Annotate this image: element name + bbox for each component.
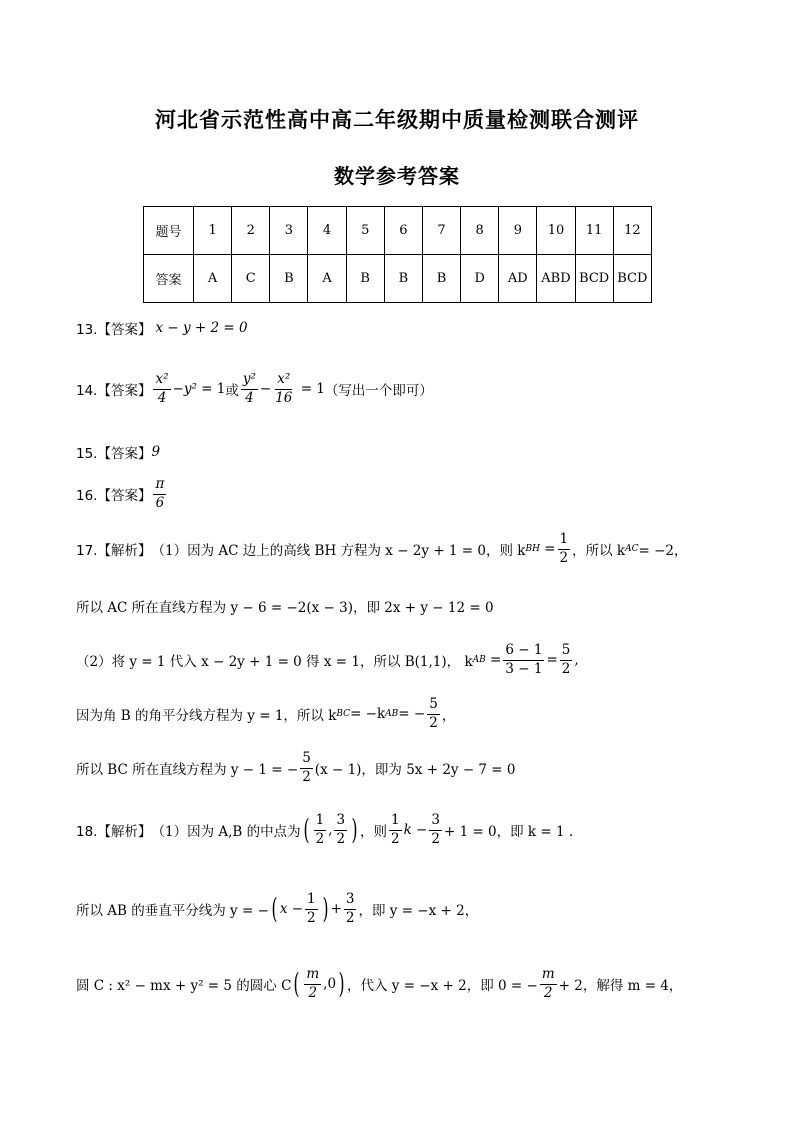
table-cell: 7: [422, 207, 460, 255]
solution-text: 所以 BC 所在直线方程为 y − 1 = −: [76, 762, 299, 778]
solution-text: = −k: [350, 706, 386, 722]
fraction: $\frac{\text{x²}}{4}$: [155, 371, 169, 406]
or-text: 或: [225, 383, 239, 399]
fraction: $\frac{m}{2}$: [541, 966, 555, 1001]
document-title: 河北省示范性高中高二年级期中质量检测联合测评: [155, 108, 639, 132]
solution-17-line-2: [76, 596, 494, 616]
fraction: $\frac{1}{2}$: [307, 891, 316, 926]
answer-16: [76, 478, 168, 510]
solution-text: （1）因为 A,B 的中点为: [151, 824, 301, 840]
table-cell: BCD: [613, 255, 651, 303]
answer-label: 16.【答案】: [76, 488, 152, 504]
table-cell: AD: [499, 255, 537, 303]
fraction: $\frac{\text{x²}}{16}$: [275, 371, 293, 406]
solution-text: （1）因为 AC 边上的高线 BH 方程为 x − 2y + 1 = 0，则 k: [151, 543, 526, 559]
solution-text: 所以 AB 的垂直平分线为 y = −: [76, 903, 269, 919]
solution-text: （2）将 y = 1 代入 x − 2y + 1 = 0 得 x = 1，所以 B(1,1)， k: [76, 654, 473, 670]
solution-text: 所以 AC 所在直线方程为 y − 6 = −2(x − 3)，即 2x + y − 12 = 0: [76, 600, 494, 616]
solution-text: k −: [403, 822, 428, 838]
table-cell: B: [422, 255, 460, 303]
solution-text: 圆 C : x² − mx + y² = 5 的圆心 C: [76, 978, 292, 994]
answer-label: 13.【答案】: [76, 322, 152, 338]
answer-text: x − y + 2 = 0: [155, 320, 248, 336]
solution-text: (x − 1)，即为 5x + 2y − 7 = 0: [314, 762, 516, 778]
table-cell: 9: [499, 207, 537, 255]
answer-label: 14.【答案】: [76, 383, 152, 399]
answer-table: [143, 206, 652, 303]
table-cell: D: [461, 255, 499, 303]
subscript: AC: [625, 544, 639, 554]
answer-text: 9: [151, 444, 161, 460]
fraction: $\frac{3}{2}$: [431, 812, 440, 847]
solution-18-line-3: 圆 C : x² − mx + y² = 5 的圆心 C ( $\frac{m}{2}$ ,0 ) ，代入 y = −x + 2，即 0 = − $\frac{m}{2}$ + 2，解得 m = 4，: [76, 966, 683, 1001]
fraction: $\frac{3}{2}$: [336, 812, 346, 847]
table-cell: 11: [575, 207, 613, 255]
subscript: AB: [472, 655, 486, 665]
fraction: $\frac{\text{y²}}{4}$: [242, 371, 256, 406]
solution-18-line-1: 18.【解析】 （1）因为 A,B 的中点为 ( $\frac{1}{2}$ , $\frac{3}{2}$ ) ，则 $\frac{1}{2}$ k − $\frac{3}{2}$ + 1 = 0，即 k = 1 .: [76, 812, 574, 847]
table-cell: B: [384, 255, 422, 303]
fraction: $\frac{1}{2}$: [315, 812, 325, 847]
answer-15: [76, 442, 160, 462]
subscript: AB: [385, 709, 399, 719]
table-cell: 3: [270, 207, 308, 255]
solution-text: = −: [398, 706, 426, 722]
solution-text: + 2，解得 m = 4，: [558, 978, 683, 994]
solution-text: = −2，: [638, 543, 688, 559]
table-cell: 5: [346, 207, 384, 255]
answer-note: （写出一个即可）: [324, 383, 433, 399]
math-term: y²: [183, 381, 197, 397]
answer-label: 18.【解析】: [76, 824, 152, 840]
solution-17-line-1: 17.【解析】 （1）因为 AC 边上的高线 BH 方程为 x − 2y + 1 = 0，则 k BH = $\frac{1}{2}$ ，所以 k AC = −2，: [76, 531, 688, 566]
answer-14: 14.【答案】 $\frac{\text{x²}}{4}$ − y² = 1 或 $\frac{\text{y²}}{4}$ − $\frac{\text{x²}}{16}$ = 1 （写出一个即可）: [76, 371, 433, 406]
solution-text: ,0: [323, 976, 337, 992]
table-cell: B: [346, 255, 384, 303]
solution-text: ，所以 k: [572, 543, 626, 559]
subscript: BC: [336, 709, 351, 719]
fraction: $\frac{1}{2}$: [390, 812, 400, 847]
table-cell: 1: [194, 207, 232, 255]
table-header-cell: 答案: [144, 255, 194, 303]
table-cell: 2: [232, 207, 270, 255]
table-cell: B: [270, 255, 308, 303]
fraction: $\frac{6 - 1}{3 - 1}$: [505, 642, 543, 677]
table-cell: 10: [537, 207, 575, 255]
answer-13: [76, 318, 248, 338]
fraction: $\frac{5}{2}$: [429, 696, 438, 731]
table-row-answers: [144, 255, 652, 303]
fraction: $\frac{3}{2}$: [345, 891, 355, 926]
table-row-question-numbers: [144, 207, 652, 255]
table-header-cell: 题号: [144, 207, 194, 255]
solution-text: + 1 = 0，即 k = 1 .: [443, 824, 574, 840]
fraction: $\frac{5}{2}$: [561, 642, 571, 677]
answer-label: 17.【解析】: [76, 543, 152, 559]
solution-17-line-3: （2）将 y = 1 代入 x − 2y + 1 = 0 得 x = 1，所以 B(1,1)， k AB = $\frac{6 - 1}{3 - 1}$ = $\frac{5}{2}$ ,: [76, 642, 579, 677]
solution-18-line-2: 所以 AB 的垂直平分线为 y = − ( x − $\frac{1}{2}$ ) + $\frac{3}{2}$ ，即 y = −x + 2，: [76, 891, 479, 926]
table-cell: 8: [461, 207, 499, 255]
fraction: $\frac{5}{2}$: [302, 750, 311, 785]
table-cell: ABD: [537, 255, 575, 303]
table-cell: BCD: [575, 255, 613, 303]
table-cell: 12: [613, 207, 651, 255]
solution-text: x −: [279, 901, 304, 917]
fraction: $\frac{\pi}{6}$: [155, 476, 165, 511]
solution-text: ，则: [359, 824, 387, 840]
solution-17-line-5: [76, 752, 516, 784]
table-cell: 6: [384, 207, 422, 255]
fraction: $\frac{m}{2}$: [306, 966, 320, 1001]
solution-text: ，即 y = −x + 2，: [358, 903, 479, 919]
solution-text: 因为角 B 的角平分线方程为 y = 1，所以 k: [76, 708, 337, 724]
answer-label: 15.【答案】: [76, 446, 152, 462]
subscript: BH: [525, 544, 540, 554]
table-cell: C: [232, 255, 270, 303]
solution-text: ，代入 y = −x + 2，即 0 = −: [347, 978, 538, 994]
table-cell: A: [308, 255, 346, 303]
table-cell: A: [194, 255, 232, 303]
fraction: $\frac{1}{2}$: [559, 531, 569, 566]
solution-17-line-4: 因为角 B 的角平分线方程为 y = 1，所以 k BC = −k AB = − $\frac{5}{2}$ ，: [76, 696, 456, 731]
table-cell: 4: [308, 207, 346, 255]
document-subtitle: 数学参考答案: [334, 164, 460, 188]
